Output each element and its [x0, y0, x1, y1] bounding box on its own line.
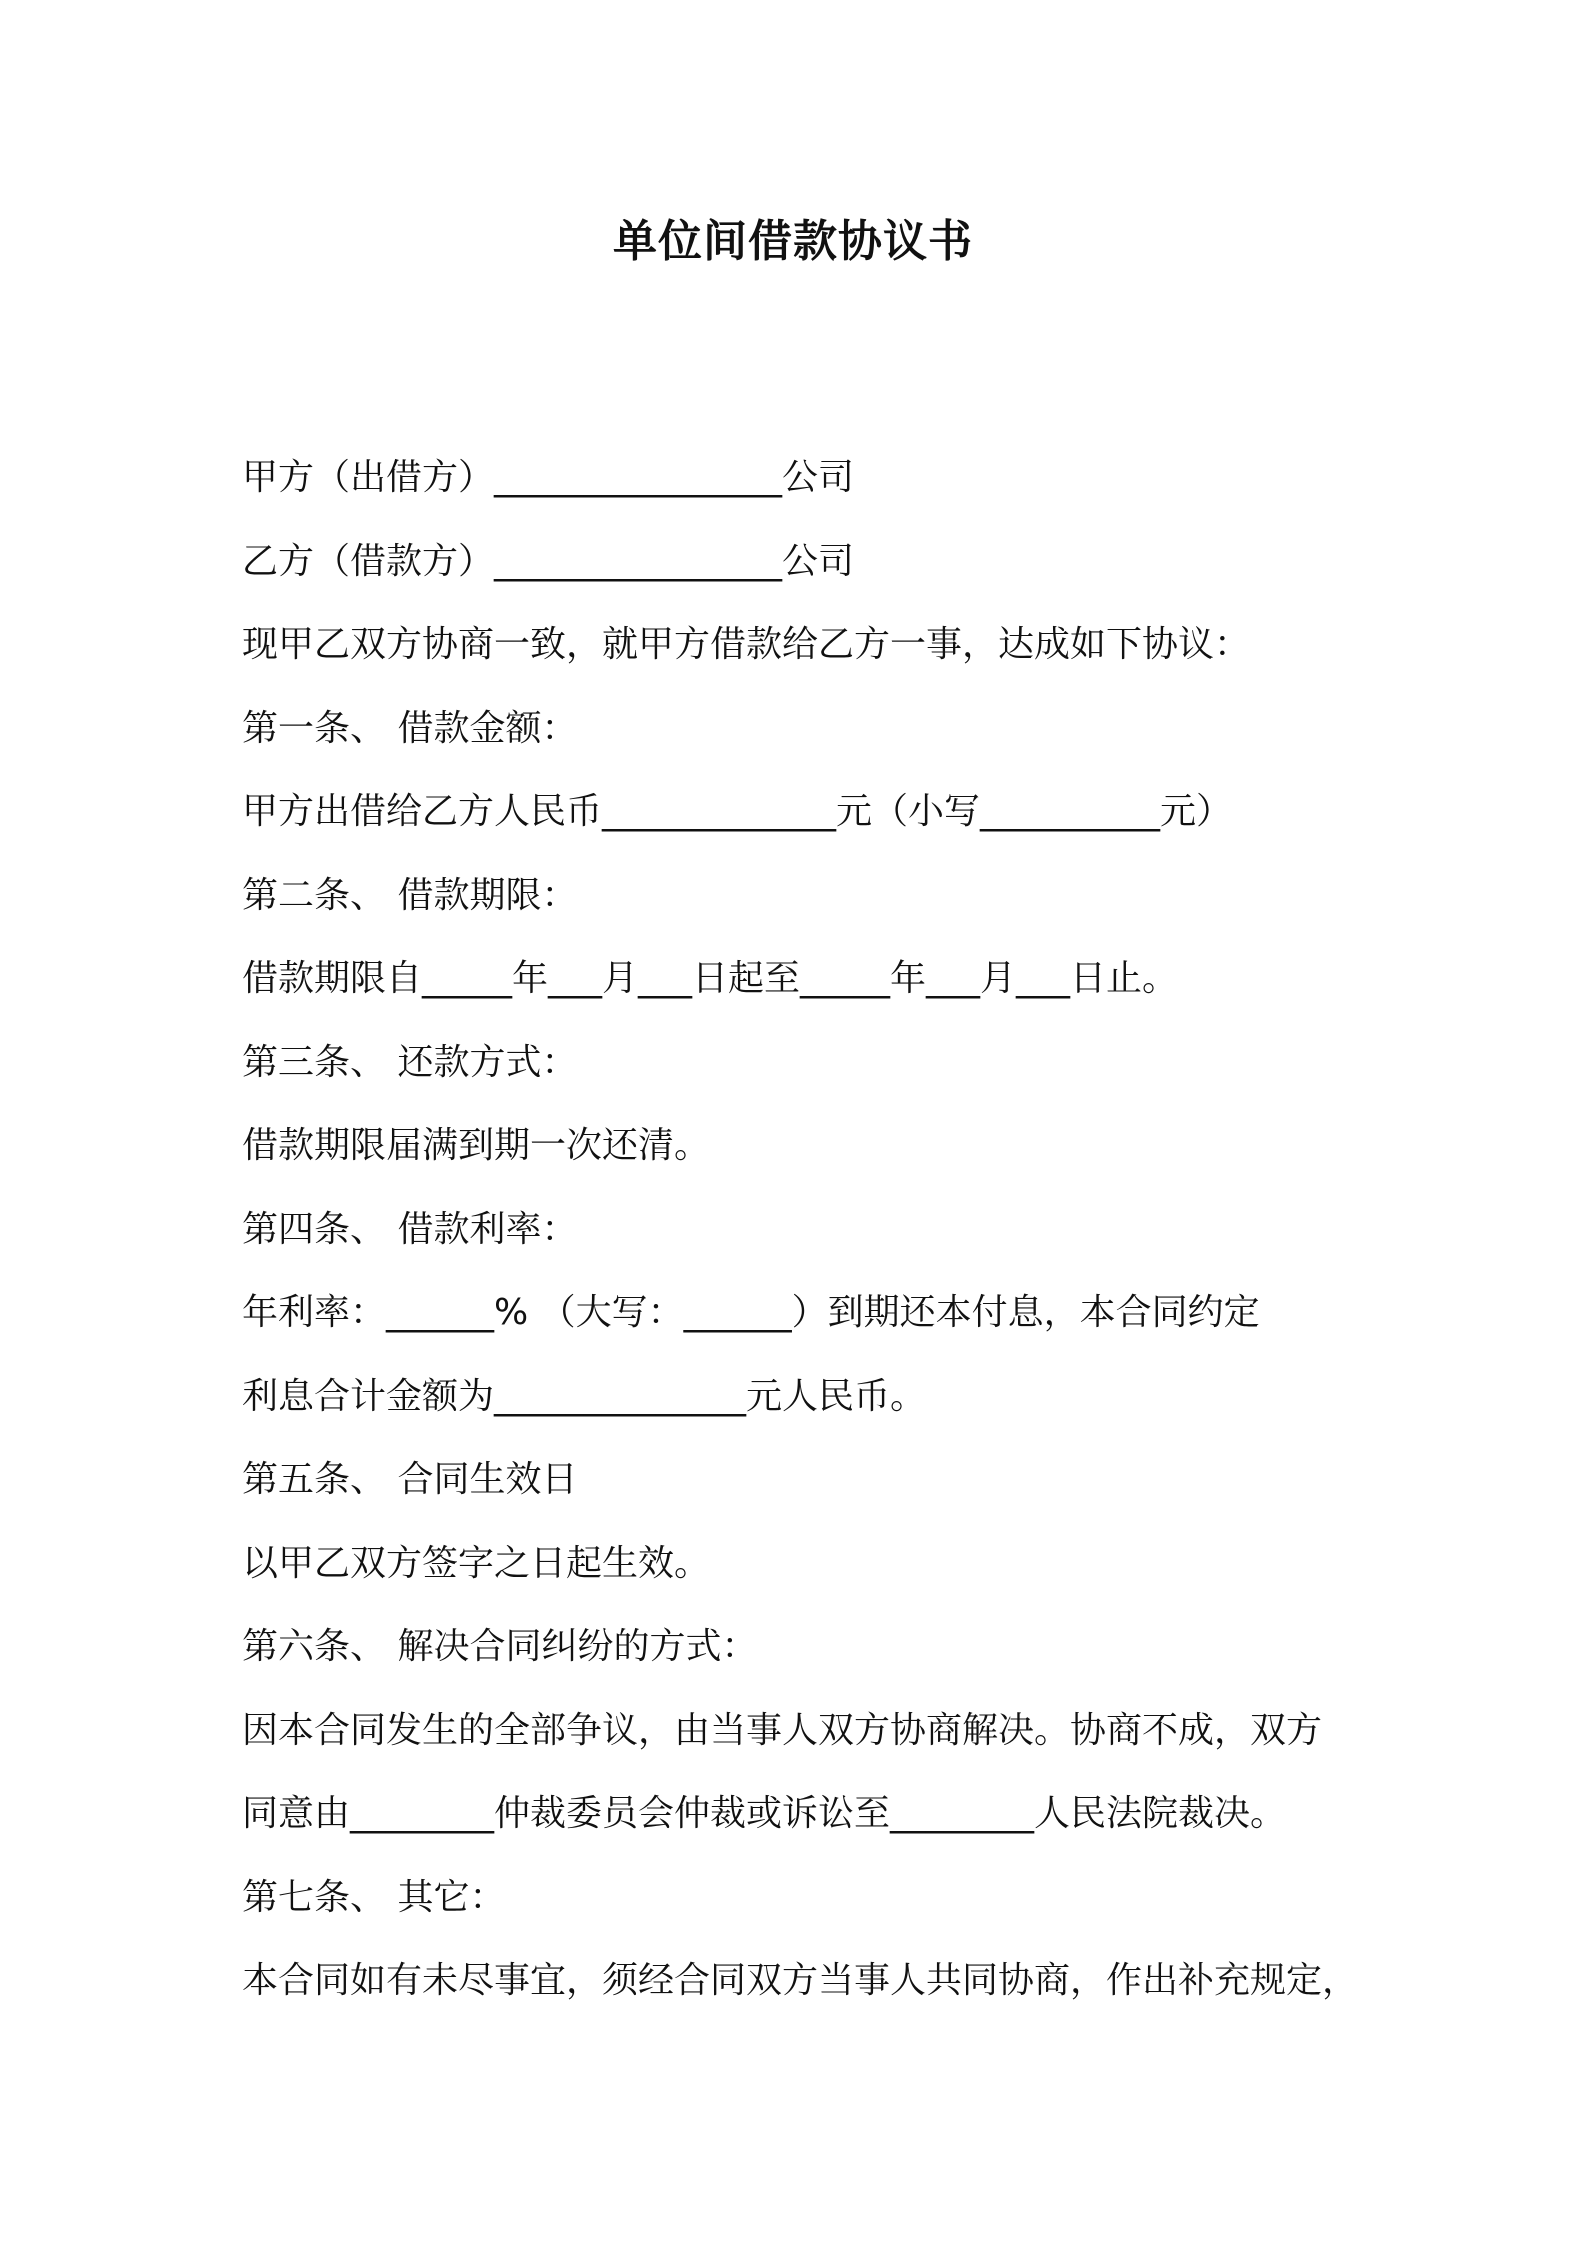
effective-date-text: 以甲乙双方签字之日起生效。: [242, 1542, 711, 1584]
dispute-resolution-text-1: 因本合同发生的全部争议，由当事人双方协商解决。协商不成，双方: [242, 1709, 1323, 1751]
document-body: [242, 448, 1392, 2035]
party-b-line: 乙方（借款方）________________公司: [242, 540, 855, 582]
article-2-heading: 第二条、 借款期限：: [242, 874, 578, 916]
agreement-intro: 现甲乙双方协商一致，就甲方借款给乙方一事，达成如下协议：: [242, 624, 1251, 665]
loan-term-text: 借款期限自_____年___月___日起至_____年___月___日止。: [242, 958, 1179, 999]
document-title: 单位间借款协议书: [613, 216, 973, 267]
other-terms-text: 本合同如有未尽事宜，须经合同双方当事人共同协商，作出补充规定，: [242, 1960, 1359, 2001]
article-1-heading: 第一条、 借款金额：: [242, 707, 578, 749]
article-5-heading: 第五条、 合同生效日: [242, 1459, 578, 1500]
interest-total-text: 利息合计金额为______________元人民币。: [242, 1375, 927, 1417]
interest-rate-text: 年利率：______% （大写：______）到期还本付息，本合同约定: [242, 1292, 1260, 1333]
article-6-heading: 第六条、 解决合同纠纷的方式：: [242, 1626, 758, 1667]
repayment-method-text: 借款期限届满到期一次还清。: [242, 1125, 711, 1166]
article-4-heading: 第四条、 借款利率：: [242, 1208, 578, 1250]
dispute-resolution-text-2: 同意由________仲裁委员会仲裁或诉讼至________人民法院裁决。: [242, 1793, 1287, 1834]
article-3-heading: 第三条、 还款方式：: [242, 1041, 578, 1083]
party-a-line: 甲方（出借方）________________公司: [242, 457, 855, 498]
loan-amount-text: 甲方出借给乙方人民币_____________元（小写__________元）: [242, 791, 1233, 832]
article-7-heading: 第七条、 其它：: [242, 1876, 506, 1918]
